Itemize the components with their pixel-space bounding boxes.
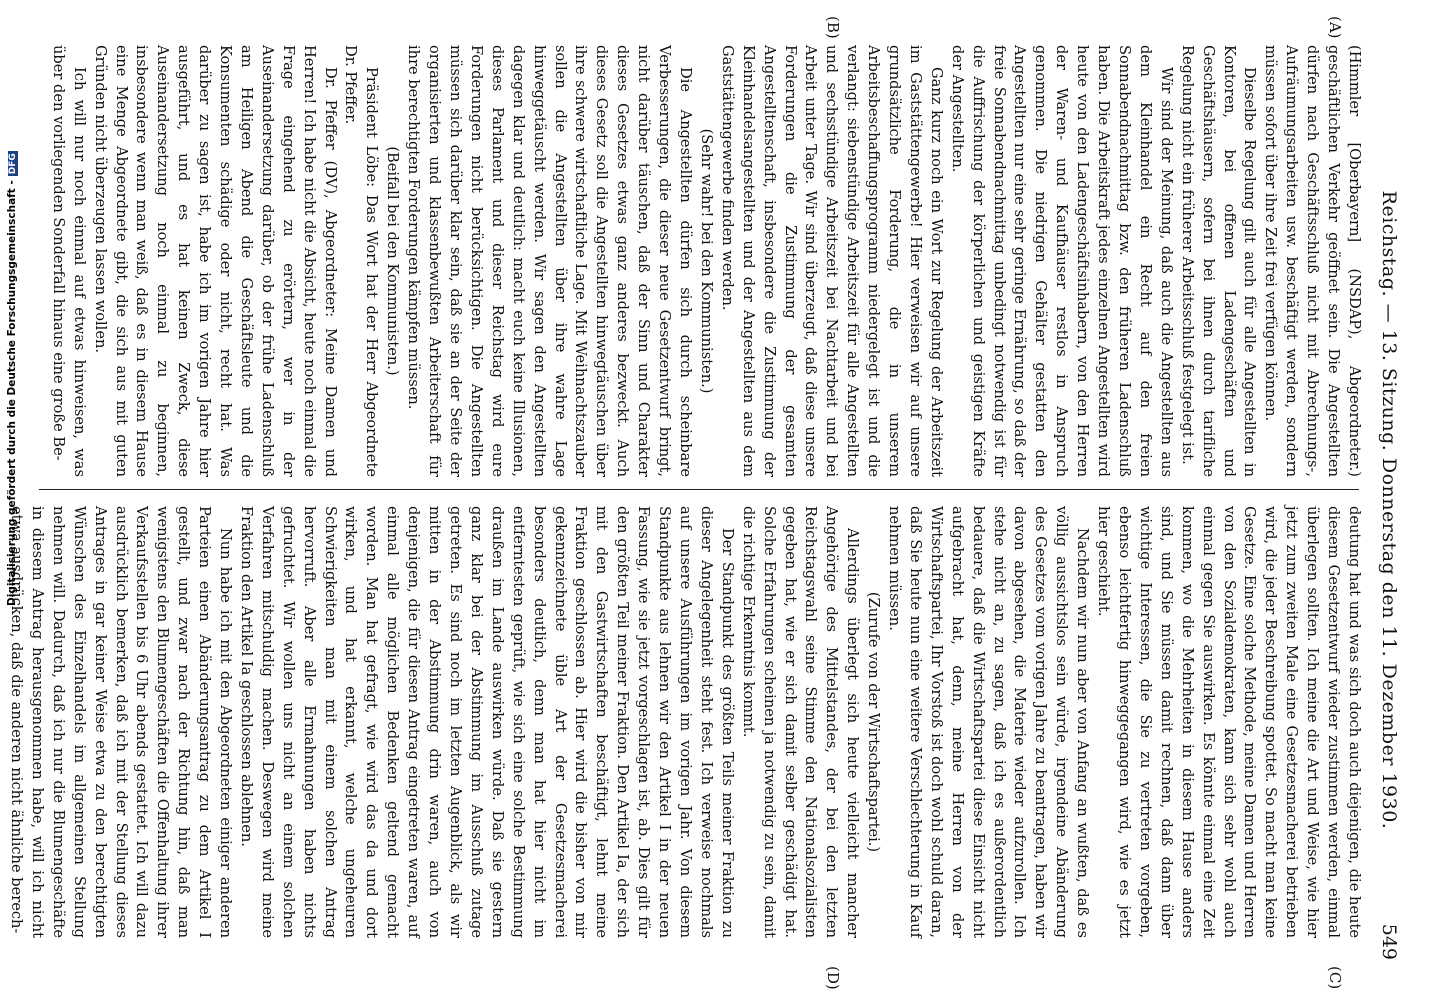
paragraph: Allerdings überlegt sich heute vielleicht mancher Angehörige des Mittelstandes, der bei den letzten Reichstagswahl seine Stimme den Nationalsozialisten gegeben hat, wie er sich damit selber geschädigt hat. Solche Erfahrungen scheinen ja notwendig zu sein, damit die richtige Erkenntnis kommt.: [739, 506, 862, 938]
paragraph: Nachdem wir nun aber von Anfang an wußten, daß es völlig aussichtslos sein würde, irgendeine Abänderung des Gesetzes vom vorigen Jahre zu beantragen, haben wir davon abgesehen, die Materie wieder aufzurollen. Ich stehe nicht an, zu sagen, daß ich es außerordentlich bedauere, daß die Wirtschaftspartei diese Einsicht nicht aufgebracht hat, denn, meine Herren von der Wirtschaftspartei, Ihr Vorstoß ist doch wohl schuld daran, daß Sie heute nun eine weitere Verschlechterung in Kauf nehmen müssen.: [886, 506, 1092, 938]
credit-text: Digitalisierung gefördert durch die Deutsche Forschungsgemeinschaft -: [6, 180, 18, 606]
paragraph: Dieselbe Regelung gilt auch für alle Angestellten in Kontoren, bei offenen Ladengeschäften und Geschäftshäusern, sofern bei ihnen durch tarifliche Regelung nicht ein früherer Arbeitsschluß festgelegt ist.: [1178, 45, 1259, 477]
paragraph: Der Standpunkt des größten Teils meiner Fraktion zu dieser Angelegenheit steht fest. Ich verweise nochmals auf unsere Ausführungen im vorigen Jahr. Von diesem Standpunkte aus lehnen wir den Artikel I in der neuen Fassung, wie sie jetzt vorgeschlagen ist, ab. Dies gilt für den größten Teil meiner Fraktion. Den Artikel Ia, der sich mit den Gastwirtschaften beschäftigt, lehnt meine Fraktion geschlossen ab. Hier wird die bisher von mir gekennzeichnete üble Art der Gesetzesmacherei besonders deutlich, denn man hat hier nicht im entferntesten geprüft, wie sich eine solche Bestimmung draußen im Lande auswirken würde. Daß sie gestern ganz klar bei der Abstimmung im Ausschuß zutage getreten. Es sind noch im letzten Augenblick, als wir mitten in der Abstimmung drin waren, auch von denjenigen, die für diesen Antrag eingetreten waren, auf einmal alle möglichen Bedenken geltend gemacht worden. Man hat gefragt, wie wird das da und dort wirken, und hat erkannt, welche ungeheuren Schwierigkeiten man mit einem solchen Antrag hervorruft. Aber alle Ermahnungen haben nichts gefruchtet. Wir wollen uns nicht an einem solchen Verfahren mitschuldig machen. Deswegen wird meine Fraktion den Artikel Ia geschlossen ablehnen.: [237, 506, 736, 938]
right-text-column: [5, 506, 1364, 938]
margin-letter-b: (B): [824, 16, 842, 39]
page-number: 549: [1378, 923, 1400, 960]
paragraph: Ganz kurz noch ein Wort zur Regelung der Arbeitszeit im Gaststättengewerbe! Hier verweisen wir auf unsere grundsätzliche Forderung, die in unserem Arbeitsbeschaffungsprogramm niedergelegt ist und die verlangt: siebenstündige Arbeitszeit für alle Angestellten und sechsstündige Arbeitszeit bei Nachtarbeit und bei Arbeit unter Tage. Wir sind überzeugt, daß diese unsere Forderungen die Zustimmung der gesamten Angestelltenschaft, insbesondere die Zustimmung der Kleinhandelsangestellten und der Angestellten aus dem Gaststättengewerbe finden werden.: [718, 45, 945, 477]
header-title: Reichstag. — 13. Sitzung. Donnerstag den 11. Dezember 1930.: [1378, 190, 1400, 830]
paragraph: deutung hat und was sich doch auch diejenigen, die heute diesem Gesetzentwurf wieder zustimmen werden, einmal überlegen sollten. Ich meine die Art und Weise, wie hier jetzt zum zweiten Male eine Gesetzesmacherei betrieben wird, die jeder Beschreibung spottet. So macht man keine Gesetze. Eine solche Methode, meine Damen und Herren von den Sozialdemokraten, kann sich sehr wohl auch einmal gegen Sie auswirken. Es könnte einmal eine Zeit kommen, wo die Mehrheiten in diesem Hause anders sind, und Sie müssen damit rechnen, daß dann über wichtige Interessen, die Sie zu vertreten vorgeben, ebenso leichtfertig hinweggegangen wird, wie es jetzt hier geschieht.: [1095, 506, 1363, 938]
interjection: (Beifall bei den Kommunisten.): [384, 146, 402, 376]
paragraph: Ich will nur noch einmal auf etwas hinweisen, was über den vorliegenden Sonderfall hinaus eine große Be-: [49, 45, 88, 477]
margin-letter-d: (D): [824, 966, 842, 990]
margin-letter-c: (C): [1326, 966, 1344, 990]
page-header: [1370, 60, 1400, 960]
left-text-column: [47, 45, 1364, 477]
margin-letter-a: (A): [1326, 16, 1344, 39]
dfg-logo: DFG: [8, 153, 18, 175]
paragraph: Präsident Löbe: Das Wort hat der Herr Abgeordnete Dr. Pfeffer.: [342, 45, 381, 477]
paragraph: (Himmler [Oberbayern] (NSDAP), Abgeordneter.) geschäftlichen Verkehr geöffnet sein. Die Angestellten dürfen nach Geschäftsschluß nicht mit Abrechnungs-, Aufräumungsarbeiten usw. beschäftigt werden, sondern müssen sofort über ihre Zeit frei verfügen können.: [1262, 45, 1363, 477]
paragraph: Die Angestellten dürfen sich durch scheinbare Verbesserungen, die dieser neue Gesetzentwurf bringt, nicht darüber täuschen, daß der Sinn und Charakter dieses Gesetzes etwas ganz anderes bezweckt. Auch dieses Gesetz soll die Angestellten hinwegtäuschen über ihre schwere wirtschaftliche Lage. Mit Weihnachtszauber sollen die Angestellten über ihre wahre Lage hinweggetäuscht werden. Wir sagen den Angestellten dagegen klar und deutlich: macht euch keine Illusionen, dieses Parlament und dieser Reichstag wird eure Forderungen nicht berücksichtigen. Die Angestellten müssen sich darüber klar sein, daß sie an der Seite der organisierten und klassenbewußten Arbeiterschaft für ihre berechtigten Forderungen kämpfen müssen.: [405, 45, 694, 477]
digitization-credit: [6, 153, 30, 606]
column-divider: [39, 489, 1359, 490]
interjection: (Zurufe von der Wirtschaftspartei.): [865, 591, 883, 853]
interjection: (Sehr wahr! bei den Kommunisten.): [697, 128, 715, 394]
paragraph: Dr. Pfeffer (DV), Abgeordneter: Meine Damen und Herren! Ich habe nicht die Absicht, heute noch einmal die Frage eingehend zu erörtern, wer in der Auseinandersetzung darüber, ob der frühe Ladenschluß am Heiligen Abend die Geschäftsleute und die Konsumenten schädige oder nicht, recht hat. Was darüber zu sagen ist, habe ich im vorigen Jahre hier ausgeführt, und es hat keinen Zweck, diese Auseinandersetzung noch einmal zu beginnen, insbesondere wenn man weiß, daß es in diesem Hause eine Menge Abgeordnete gibt, die sich aus mit guten Gründen nicht überzeugen lassen wollen.: [91, 45, 339, 477]
paragraph: Wir sind der Meinung, daß auch die Angestellten aus dem Kleinhandel ein Recht auf den freien Sonnabendnachmittag bzw. den früheren Ladenschluß haben. Die Arbeitskraft jedes einzelnen Angestellten wird heute von den Ladengeschäftsinhabern, von den Herren der Waren- und Kaufhäuser restlos in Anspruch genommen. Die niedrigen Gehälter gestatten den Angestellten nur eine sehr geringe Ernährung, so daß der freie Sonnabendnachmittag unbedingt notwendig ist für die Auffrischung der körperlichen und geistigen Kräfte der Angestellten.: [948, 45, 1175, 477]
paragraph: Nun habe ich mit den Abgeordneten einiger anderen Parteien einen Abänderungsantrag zu dem Artikel I gestellt, und zwar nach der Richtung hin, daß man wenigstens den Blumengeschäften die Offenhaltung ihrer Verkaufsstellen bis 6 Uhr abends gestattet. Ich will dazu ausdrücklich bemerken, daß ich mit der Stellung dieses Antrages in gar keiner Weise etwa zu den berechtigten Wünschen des Einzelhandels im allgemeinen Stellung nehmen will. Dadurch, daß ich nur die Blumengeschäfte in diesem Antrag herausgenommen habe, will ich nicht etwa ausdrücken, daß die anderen nicht ähnliche berech-: [8, 506, 235, 938]
